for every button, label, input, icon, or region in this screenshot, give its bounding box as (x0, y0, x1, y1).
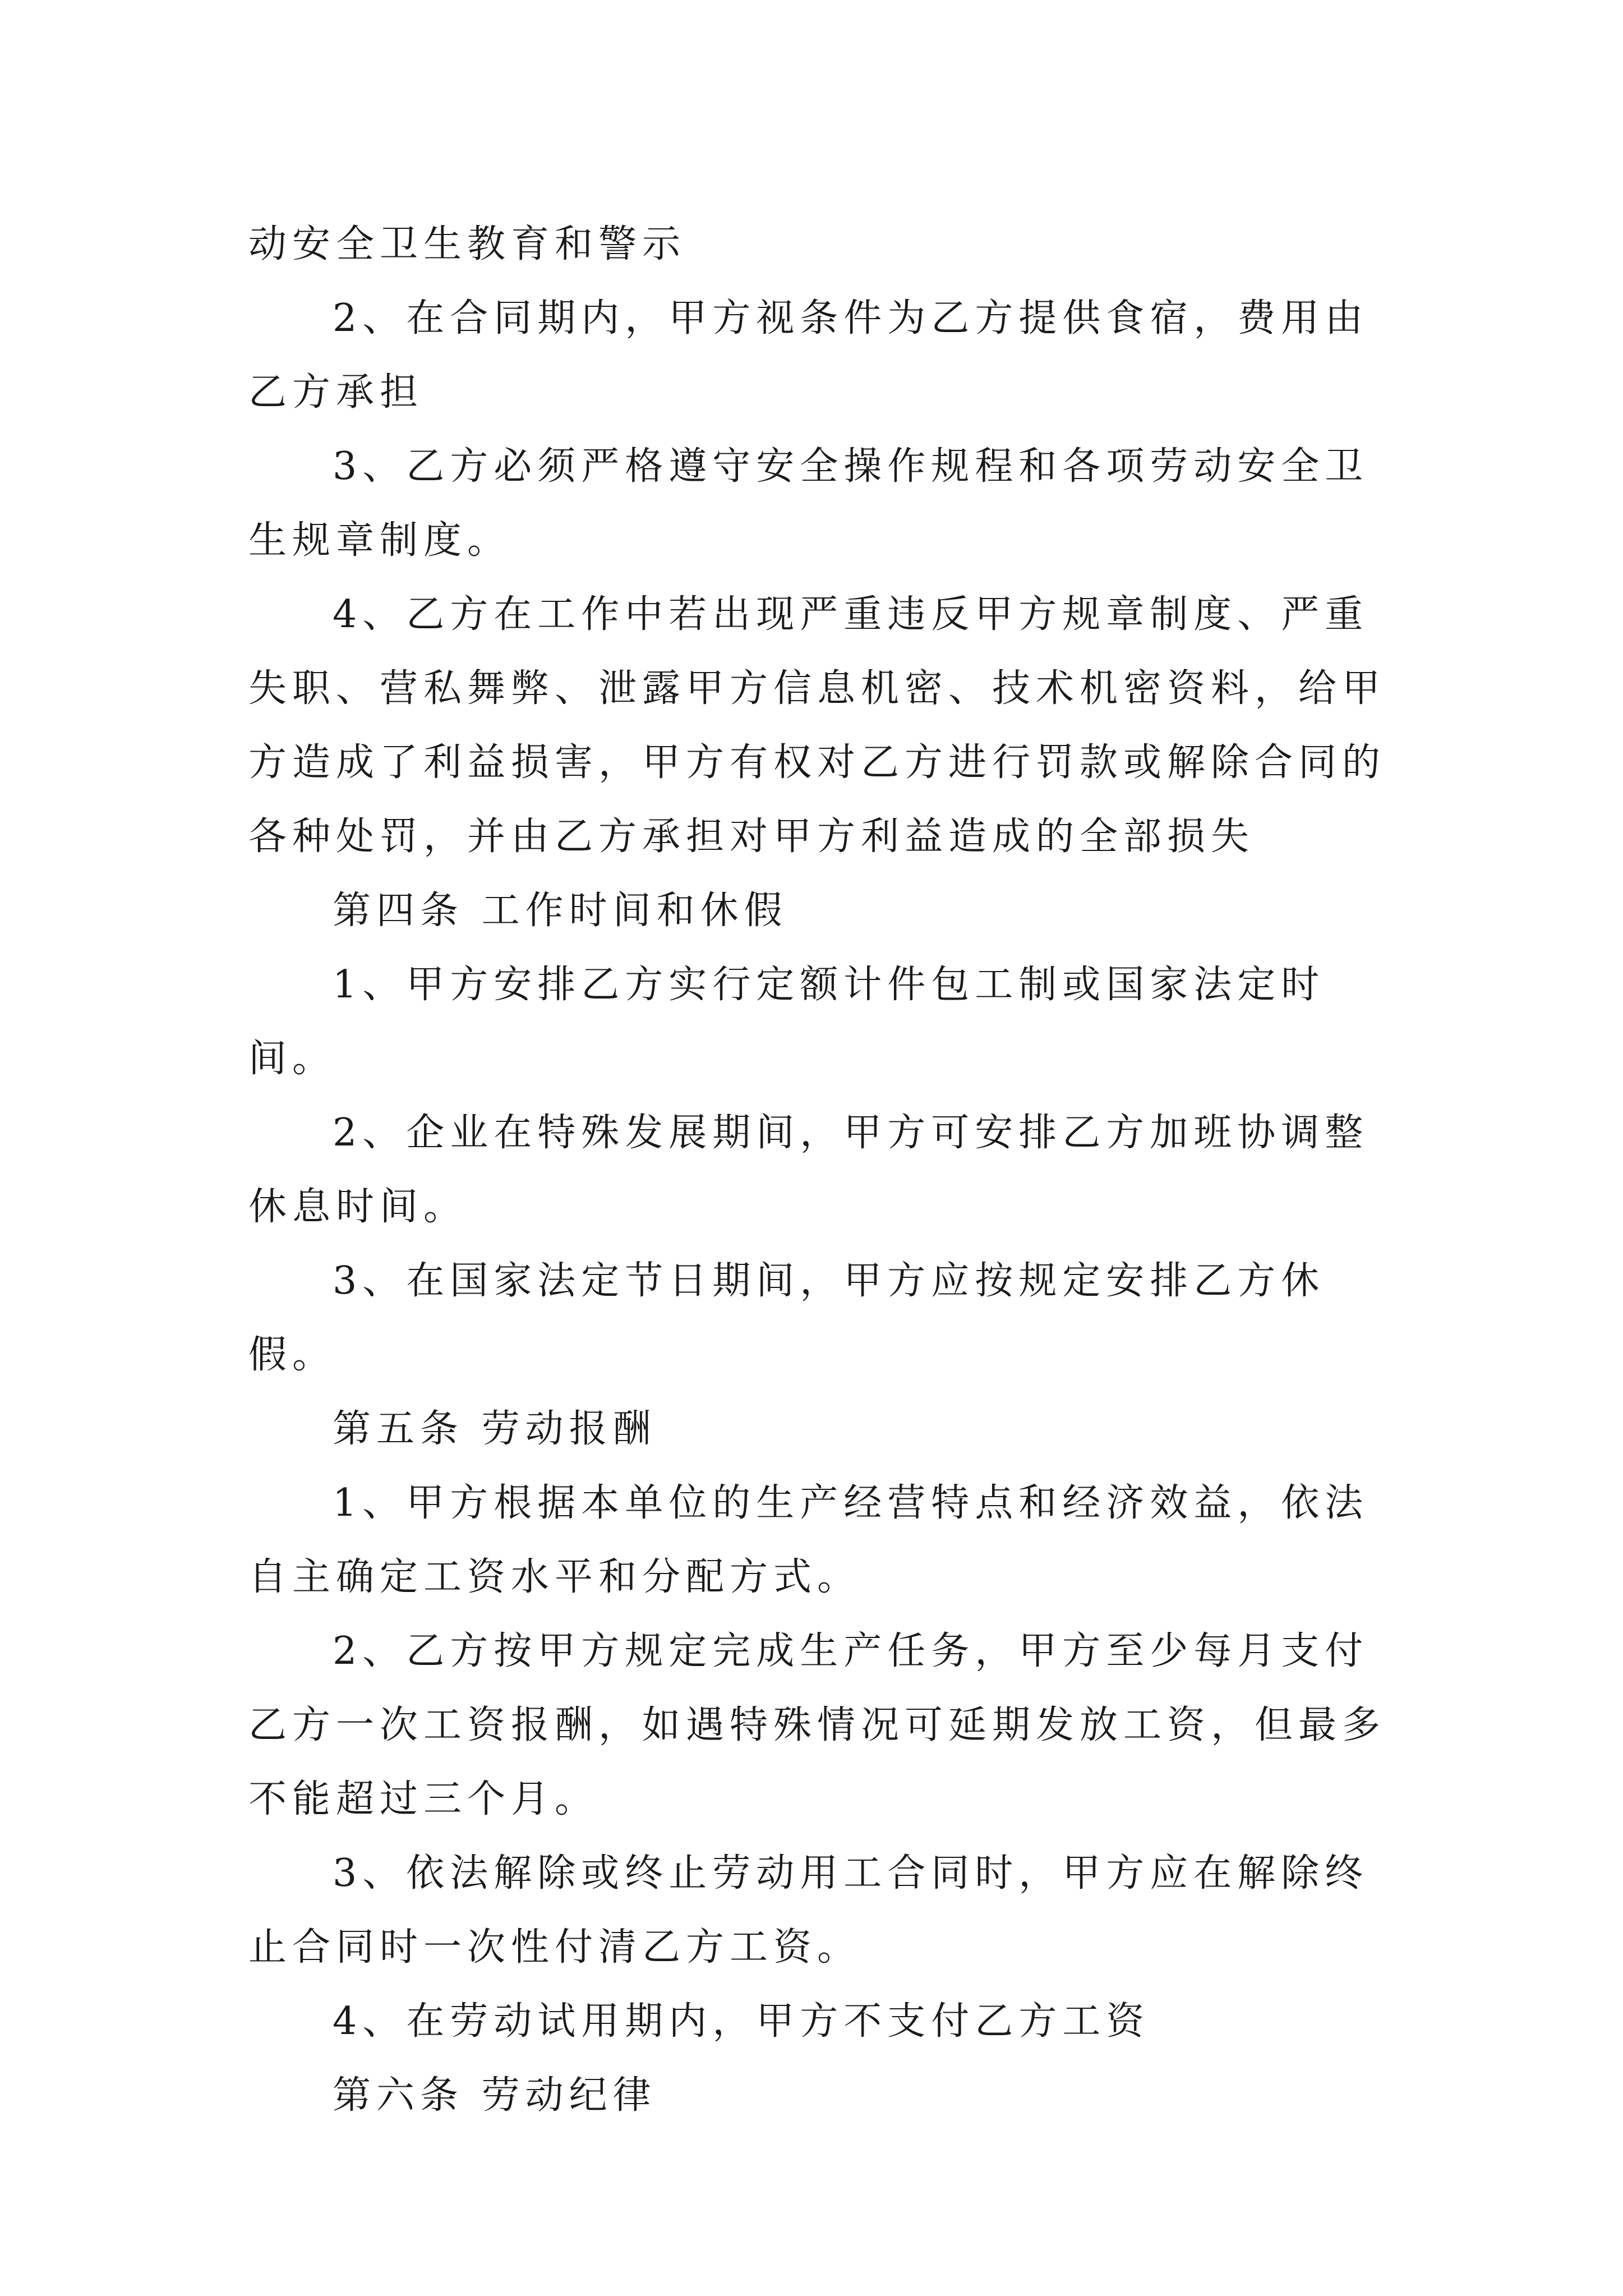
paragraph-item-3-safety-rules: 3、乙方必须严格遵守安全操作规程和各项劳动安全卫生规章制度。 (248, 444, 1369, 563)
paragraph-article-5-item-3: 3、依法解除或终止劳动用工合同时，甲方应在解除终止合同时一次性付清乙方工资。 (248, 1851, 1369, 1970)
paragraph-article-5-item-2: 2、乙方按甲方规定完成生产任务，甲方至少每月支付乙方一次工资报酬，如遇特殊情况可延期发放工资，但最多不能超过三个月。 (248, 1629, 1386, 1821)
section-heading-article-6: 第六条 劳动纪律 (333, 2073, 657, 2118)
paragraph-article-5-item-1: 1、甲方根据本单位的生产经营特点和经济效益，依法自主确定工资水平和分配方式。 (248, 1481, 1369, 1599)
paragraph-item-2-board-lodging: 2、在合同期内，甲方视条件为乙方提供食宿，费用由乙方承担 (248, 296, 1369, 415)
document-body (248, 208, 1393, 2133)
paragraph-article-4-item-1: 1、甲方安排乙方实行定额计件包工制或国家法定时间。 (248, 963, 1325, 1081)
paragraph-1-continuation: 动安全卫生教育和警示 (248, 222, 686, 266)
paragraph-article-4-item-2: 2、企业在特殊发展期间，甲方可安排乙方加班协调整休息时间。 (248, 1111, 1369, 1229)
paragraph-article-5-item-4: 4、在劳动试用期内，甲方不支付乙方工资 (333, 1999, 1150, 2044)
paragraph-item-4-violations: 4、乙方在工作中若出现严重违反甲方规章制度、严重失职、营私舞弊、泄露甲方信息机密、技术机密资料，给甲方造成了利益损害，甲方有权对乙方进行罚款或解除合同的各种处罚，并由乙方承担对甲方利益造成的全部损失 (248, 592, 1386, 859)
section-heading-article-4: 第四条 工作时间和休假 (333, 889, 788, 933)
paragraph-article-4-item-3: 3、在国家法定节日期间，甲方应按规定安排乙方休假。 (248, 1259, 1325, 1377)
section-heading-article-5: 第五条 劳动报酬 (333, 1407, 657, 1451)
